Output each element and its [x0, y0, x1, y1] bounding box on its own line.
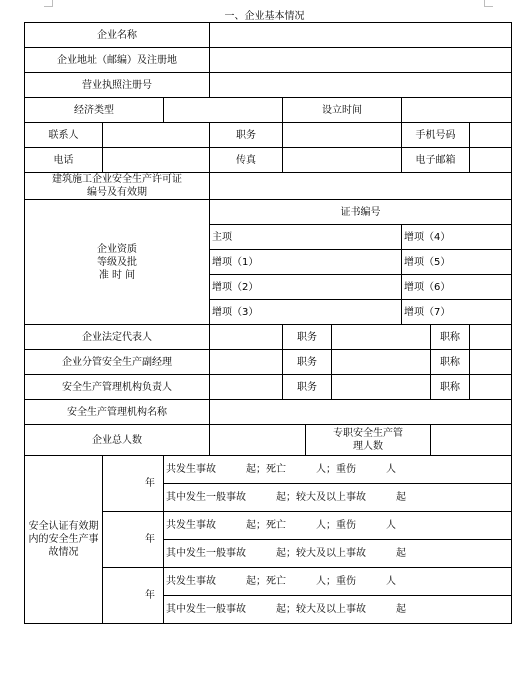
safety-head-label: 安全生产管理机构负责人: [25, 375, 210, 400]
economic-type-field[interactable]: [164, 98, 283, 123]
legal-rep-position-field[interactable]: [332, 325, 431, 350]
accident-year-2-general-line[interactable]: 其中发生一般事故 起；较大及以上事故 起: [164, 540, 512, 568]
section-title: 一、企业基本情况: [224, 11, 305, 22]
mobile-field[interactable]: [470, 123, 512, 148]
enterprise-name-field[interactable]: [210, 23, 512, 48]
deputy-manager-field[interactable]: [210, 350, 283, 375]
safety-staff-label-line-2: 理人数: [353, 441, 383, 452]
accident-year-1-total-line[interactable]: 共发生事故 起；死亡 人；重伤 人: [164, 456, 512, 484]
add-item-6-field[interactable]: 增项（6）: [402, 275, 512, 300]
safety-permit-field[interactable]: [210, 173, 512, 200]
legal-rep-position-label: 职务: [283, 325, 332, 350]
phone-field[interactable]: [103, 148, 210, 173]
contact-label: 联系人: [25, 123, 103, 148]
contact-position-label: 职务: [210, 123, 283, 148]
add-item-4-field[interactable]: 增项（4）: [402, 225, 512, 250]
accident-year-3-general-line[interactable]: 其中发生一般事故 起；较大及以上事故 起: [164, 596, 512, 624]
deputy-manager-title-label: 职称: [431, 350, 470, 375]
qualification-label-line-3: 准 时 间: [98, 269, 136, 281]
address-field[interactable]: [210, 48, 512, 73]
qualification-label-line-1: 企业资质: [97, 243, 137, 255]
add-item-2-field[interactable]: 增项（2）: [210, 275, 402, 300]
safety-staff-label: [306, 425, 431, 456]
mobile-label: 手机号码: [402, 123, 470, 148]
page-corner-mark-left: [44, 0, 53, 7]
safety-staff-label-line-1: 专职安全生产管: [333, 428, 403, 439]
accident-year-1[interactable]: 年: [103, 456, 164, 512]
legal-rep-field[interactable]: [210, 325, 283, 350]
enterprise-info-form: [24, 22, 512, 624]
accident-year-1-general-line[interactable]: 其中发生一般事故 起；较大及以上事故 起: [164, 484, 512, 512]
accident-year-2-total-line[interactable]: 共发生事故 起；死亡 人；重伤 人: [164, 512, 512, 540]
enterprise-name-label: 企业名称: [25, 23, 210, 48]
fax-field[interactable]: [283, 148, 402, 173]
deputy-manager-position-field[interactable]: [332, 350, 431, 375]
qualification-label-line-2: 等级及批: [97, 256, 137, 268]
accident-year-3-total-line[interactable]: 共发生事故 起；死亡 人；重伤 人: [164, 568, 512, 596]
legal-rep-title-label: 职称: [431, 325, 470, 350]
safety-head-field[interactable]: [210, 375, 283, 400]
accidents-label-line-2: 内的安全生产事: [28, 534, 99, 545]
total-staff-field[interactable]: [210, 425, 306, 456]
address-label: 企业地址（邮编）及注册地: [25, 48, 210, 73]
safety-permit-label-line-1: 建筑施工企业安全生产许可证: [52, 174, 182, 185]
safety-org-name-field[interactable]: [210, 400, 512, 425]
accidents-label-line-3: 故情况: [48, 547, 79, 558]
contact-position-field[interactable]: [283, 123, 402, 148]
email-label: 电子邮箱: [402, 148, 470, 173]
legal-rep-label: 企业法定代表人: [25, 325, 210, 350]
add-item-7-field[interactable]: 增项（7）: [402, 300, 512, 325]
add-item-1-field[interactable]: 增项（1）: [210, 250, 402, 275]
add-item-3-field[interactable]: 增项（3）: [210, 300, 402, 325]
page-corner-mark-right: [484, 0, 493, 7]
safety-permit-label: [25, 173, 210, 200]
safety-org-name-label: 安全生产管理机构名称: [25, 400, 210, 425]
accidents-label-line-1: 安全认证有效期: [28, 521, 99, 532]
deputy-manager-title-field[interactable]: [470, 350, 512, 375]
license-no-label: 营业执照注册号: [25, 73, 210, 98]
establish-time-field[interactable]: [402, 98, 512, 123]
deputy-manager-position-label: 职务: [283, 350, 332, 375]
safety-head-position-field[interactable]: [332, 375, 431, 400]
phone-label: 电话: [25, 148, 103, 173]
accident-year-2[interactable]: 年: [103, 512, 164, 568]
accident-year-3[interactable]: 年: [103, 568, 164, 624]
legal-rep-title-field[interactable]: [470, 325, 512, 350]
safety-head-title-label: 职称: [431, 375, 470, 400]
main-item-field[interactable]: 主项: [210, 225, 402, 250]
accidents-label: [25, 456, 103, 624]
safety-head-position-label: 职务: [283, 375, 332, 400]
establish-time-label: 设立时间: [283, 98, 402, 123]
deputy-manager-label: 企业分管安全生产副经理: [25, 350, 210, 375]
economic-type-label: 经济类型: [25, 98, 164, 123]
safety-head-title-field[interactable]: [470, 375, 512, 400]
total-staff-label: 企业总人数: [25, 425, 210, 456]
email-field[interactable]: [470, 148, 512, 173]
fax-label: 传真: [210, 148, 283, 173]
license-no-field[interactable]: [210, 73, 512, 98]
contact-field[interactable]: [103, 123, 210, 148]
safety-permit-label-line-2: 编号及有效期: [87, 187, 147, 198]
add-item-5-field[interactable]: 增项（5）: [402, 250, 512, 275]
cert-no-header: 证书编号: [210, 200, 512, 225]
safety-staff-field[interactable]: [431, 425, 512, 456]
qualification-label: [25, 200, 210, 325]
